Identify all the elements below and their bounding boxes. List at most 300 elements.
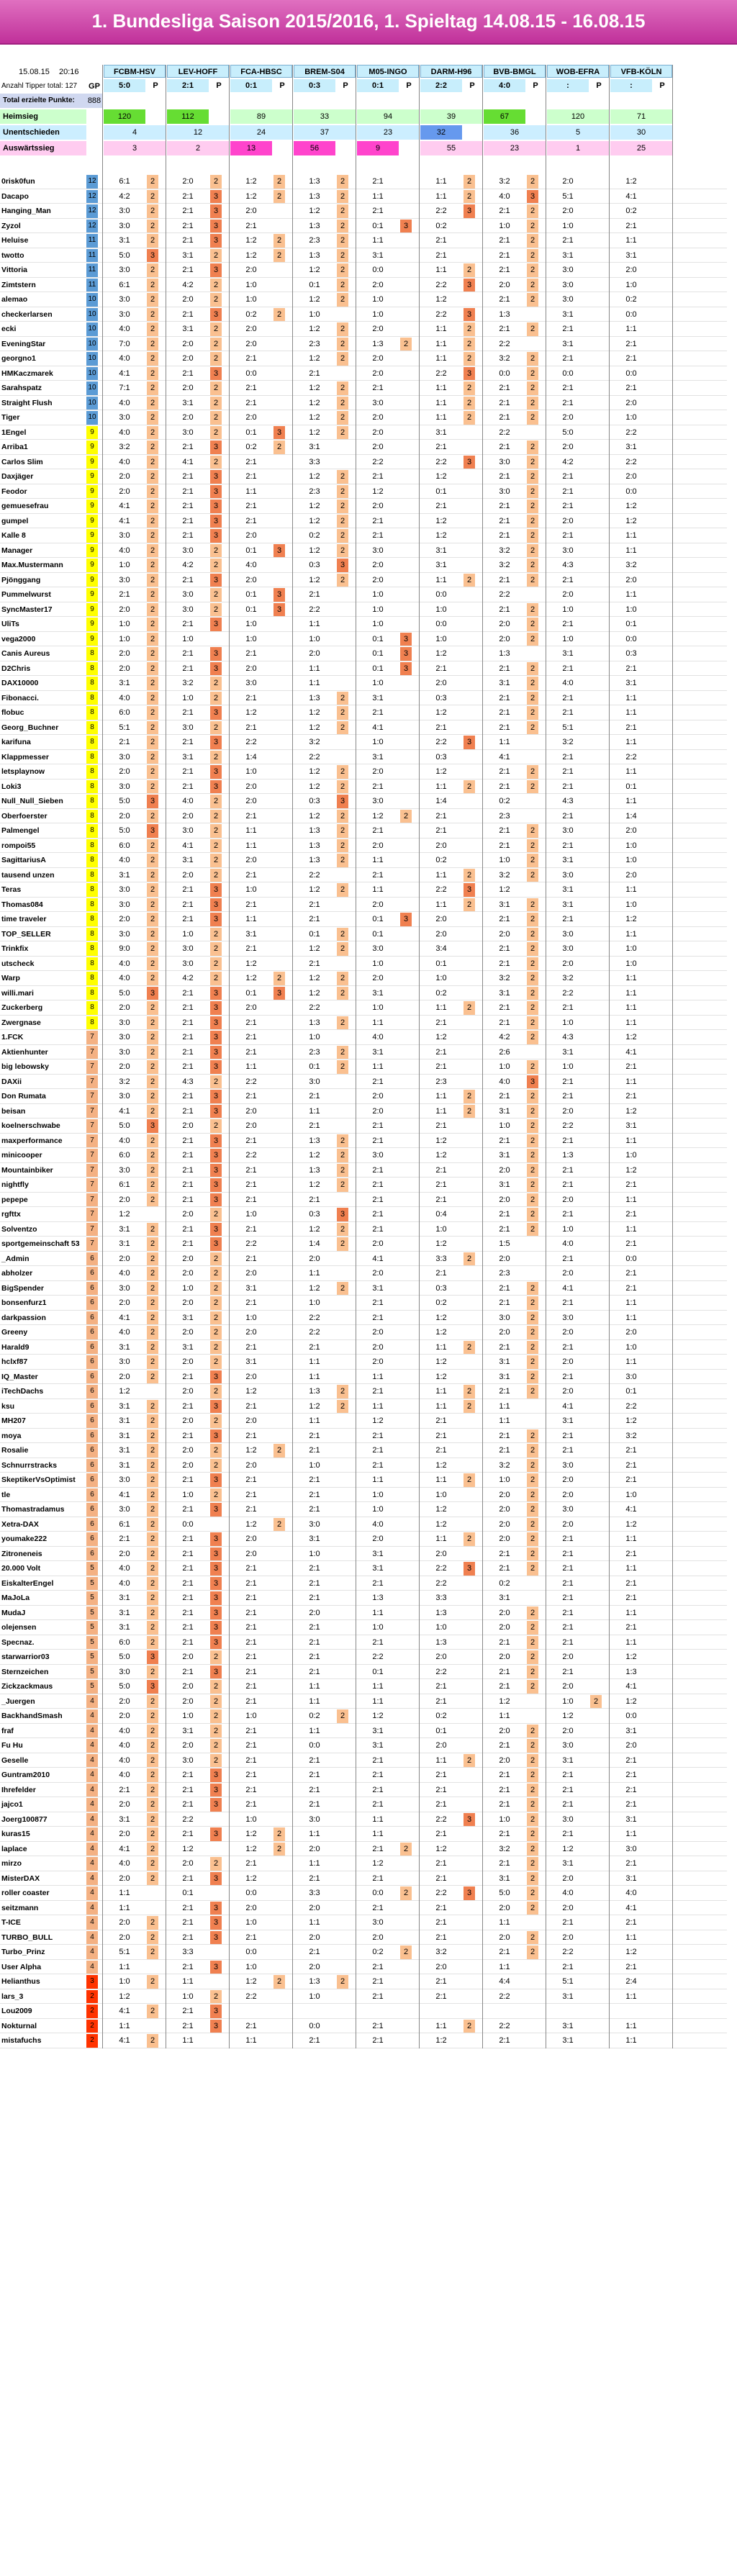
tip-points: 2 <box>527 1606 538 1620</box>
tip-points: 3 <box>210 204 222 218</box>
tip-points: 3 <box>210 883 222 897</box>
tip-points: 2 <box>147 588 158 602</box>
player-name: tausend unzen <box>1 870 55 880</box>
tip-value: 3:1 <box>625 443 637 451</box>
tip-value: 2:2 <box>309 870 320 880</box>
tip-value: 1:0 <box>309 1549 320 1558</box>
tip-points: 2 <box>337 1060 348 1074</box>
tip-value: 2:1 <box>309 1505 320 1514</box>
tip-value: 3:1 <box>499 1594 510 1602</box>
tip-value: 2:2 <box>435 1667 447 1676</box>
tip-value: 2:2 <box>625 1401 637 1411</box>
tip-value: 3:2 <box>499 546 510 555</box>
tip-value: 4:2 <box>119 191 130 201</box>
player-name: maxperformance <box>1 1136 63 1145</box>
summary-label: Auswärtssieg <box>0 141 86 155</box>
tip-value: 9:0 <box>119 944 130 953</box>
tip-points: 2 <box>147 1754 158 1768</box>
player-name: Georg_Buchner <box>1 723 59 732</box>
tip-value: 2:0 <box>245 1121 257 1130</box>
tip-value: 2:1 <box>625 354 637 363</box>
tip-value: 3:3 <box>182 1948 194 1956</box>
tip-points: 2 <box>210 426 222 440</box>
tip-points: 2 <box>527 780 538 794</box>
match-result: : <box>610 79 652 92</box>
tip-points: 2 <box>147 765 158 779</box>
tip-value: 3:1 <box>182 1313 194 1322</box>
tip-value: 2:1 <box>499 1092 510 1101</box>
tip-points: 3 <box>210 736 222 749</box>
tip-value: 4:0 <box>119 354 130 363</box>
tip-value: 3:1 <box>119 1239 130 1248</box>
tip-points: 2 <box>337 204 348 218</box>
tip-value: 3:1 <box>562 649 574 658</box>
tip-value: 1:1 <box>625 546 637 555</box>
tip-value: 1:2 <box>435 1136 447 1145</box>
tip-value: 2:0 <box>182 1460 194 1470</box>
tip-value: 1:1 <box>435 900 447 909</box>
tip-points: 2 <box>147 1149 158 1162</box>
tip-points: 2 <box>527 440 538 454</box>
tip-value: 2:0 <box>372 1092 384 1101</box>
tip-value: 2:1 <box>245 649 257 658</box>
tip-value: 2:1 <box>309 590 320 599</box>
tip-value: 3:1 <box>562 856 574 864</box>
tip-value: 0:0 <box>625 1254 637 1263</box>
tip-value: 1:2 <box>625 1165 637 1175</box>
player-name: 1.FCK <box>1 1033 24 1041</box>
tip-value: 3:0 <box>119 900 130 909</box>
tip-value: 0:0 <box>182 1519 194 1529</box>
tip-value: 2:1 <box>625 664 637 673</box>
tip-value: 1:0 <box>625 1342 637 1352</box>
player-points: 6 <box>86 1532 98 1546</box>
tip-value: 2:0 <box>562 1933 574 1942</box>
tip-points: 2 <box>464 1001 475 1015</box>
tip-value: 2:0 <box>562 1653 574 1661</box>
tip-points: 3 <box>210 529 222 543</box>
tip-value: 1:1 <box>309 1682 320 1691</box>
tip-value: 2:1 <box>245 1342 257 1352</box>
tip-value: 3:0 <box>499 1313 510 1322</box>
player-name: MisterDAX <box>1 1874 40 1883</box>
tip-value: 0:2 <box>499 797 510 805</box>
tip-value: 2:1 <box>625 1623 637 1632</box>
tip-value: 2:1 <box>182 1003 194 1012</box>
tip-value: 0:1 <box>372 1667 384 1676</box>
tip-points: 3 <box>210 1223 222 1237</box>
tip-value: 0:2 <box>625 295 637 304</box>
tip-value: 2:1 <box>182 1578 194 1588</box>
tip-value: 4:1 <box>182 841 194 850</box>
tip-value: 2:0 <box>119 1830 130 1838</box>
player-name: Specnaz. <box>1 1637 35 1647</box>
tip-value: 1:1 <box>625 1003 637 1012</box>
summary-gp <box>86 109 102 124</box>
tip-value: 2:0 <box>182 1653 194 1661</box>
tip-value: 4:1 <box>119 1490 130 1499</box>
tip-points: 2 <box>210 677 222 690</box>
tip-value: 2:0 <box>499 1165 510 1175</box>
tip-value: 2:0 <box>562 959 574 968</box>
points-header: P <box>216 81 222 90</box>
player-name: Zitroneneis <box>1 1549 42 1558</box>
tip-value: 1:0 <box>182 693 194 702</box>
tip-points: 2 <box>147 544 158 558</box>
tip-value: 2:1 <box>309 1637 320 1647</box>
tip-points: 3 <box>210 765 222 779</box>
tip-value: 3:1 <box>372 1047 384 1057</box>
player-name: abholzer <box>1 1269 33 1278</box>
tip-value: 1:1 <box>309 1357 320 1366</box>
tip-value: 1:1 <box>245 2036 257 2045</box>
tip-value: 1:1 <box>372 1682 384 1691</box>
tip-points: 2 <box>527 1149 538 1162</box>
player-name: Zyzol <box>1 221 21 230</box>
player-points: 12 <box>86 190 98 204</box>
player-points: 11 <box>86 263 98 277</box>
tip-value: 1:0 <box>562 634 574 643</box>
tip-value: 1:0 <box>372 1490 384 1499</box>
tip-points: 3 <box>210 706 222 720</box>
tip-points: 2 <box>527 397 538 410</box>
tip-value: 3:0 <box>372 1918 384 1927</box>
tip-points: 2 <box>337 249 348 263</box>
tip-value: 1:2 <box>245 1874 257 1883</box>
tip-value: 3:0 <box>309 1077 320 1086</box>
tip-value: 2:1 <box>182 369 194 378</box>
player-name: bonsenfurz1 <box>1 1298 47 1307</box>
tip-value: 2:1 <box>309 369 320 378</box>
tip-value: 4:0 <box>182 797 194 805</box>
tip-value: 2:0 <box>119 1696 130 1706</box>
tip-value: 3:0 <box>562 266 574 274</box>
tip-value: 2:1 <box>245 1637 257 1647</box>
player-name: DAX10000 <box>1 679 39 687</box>
tip-value: 0:0 <box>435 620 447 628</box>
tip-points: 2 <box>273 190 285 204</box>
tip-value: 2:1 <box>309 1195 320 1204</box>
tip-value: 0:1 <box>435 487 447 496</box>
tip-value: 3:0 <box>309 1815 320 1824</box>
tip-value: 2:0 <box>182 1682 194 1691</box>
tip-value: 2:1 <box>562 1342 574 1352</box>
player-points: 7 <box>86 1046 98 1059</box>
tip-value: 2:1 <box>499 250 510 260</box>
summary-gp: 888 <box>86 94 102 108</box>
tip-value: 2:1 <box>245 693 257 702</box>
tip-value: 2:0 <box>499 1933 510 1942</box>
tip-value: 1:2 <box>309 708 320 717</box>
tip-value: 2:1 <box>499 575 510 584</box>
tip-value: 2:2 <box>562 1948 574 1956</box>
player-points: 6 <box>86 1311 98 1325</box>
player-name: laplace <box>1 1844 27 1853</box>
summary-value: 1 <box>547 141 609 155</box>
tip-value: 0:0 <box>245 1948 257 1956</box>
tip-value: 3:1 <box>499 988 510 998</box>
tip-value: 4:3 <box>562 797 574 805</box>
tip-value: 1:0 <box>625 900 637 909</box>
tip-value: 2:2 <box>309 1313 320 1322</box>
player-name: Geselle <box>1 1755 29 1765</box>
tip-points: 2 <box>337 706 348 720</box>
tip-value: 2:0 <box>435 841 447 850</box>
tip-value: 2:1 <box>245 1165 257 1175</box>
tip-value: 2:1 <box>562 1180 574 1189</box>
tip-value: 2:1 <box>625 1785 637 1794</box>
tip-points: 3 <box>210 1473 222 1487</box>
tip-value: 2:1 <box>182 1431 194 1440</box>
player-points: 7 <box>86 1149 98 1162</box>
player-points: 9 <box>86 574 98 587</box>
tip-value: 0:3 <box>309 561 320 569</box>
summary-value: 120 <box>104 109 145 124</box>
tip-points: 3 <box>210 367 222 381</box>
tip-value: 2:0 <box>435 1962 447 1971</box>
tip-points: 3 <box>210 1562 222 1576</box>
tip-points: 2 <box>147 1975 158 1989</box>
tip-points: 2 <box>147 721 158 735</box>
tip-value: 1:2 <box>309 1180 320 1189</box>
tip-points: 2 <box>464 1473 475 1487</box>
tip-value: 2:1 <box>182 1800 194 1809</box>
tip-value: 2:1 <box>562 782 574 791</box>
tip-value: 2:0 <box>372 900 384 909</box>
tip-value: 2:0 <box>372 767 384 776</box>
tip-value: 4:1 <box>372 1254 384 1263</box>
tip-points: 2 <box>527 1060 538 1074</box>
tip-value: 2:0 <box>182 1696 194 1706</box>
tip-points: 2 <box>527 485 538 499</box>
tip-points: 2 <box>464 190 475 204</box>
tip-points: 3 <box>147 824 158 838</box>
tip-value: 3:2 <box>499 1844 510 1853</box>
tip-value: 1:1 <box>309 664 320 673</box>
tip-value: 1:0 <box>435 605 447 614</box>
tip-points: 2 <box>147 234 158 248</box>
tip-value: 2:1 <box>625 1859 637 1868</box>
tip-value: 2:1 <box>562 1549 574 1558</box>
tip-value: 1:2 <box>245 250 257 260</box>
tip-points: 3 <box>210 1237 222 1251</box>
tip-value: 2:1 <box>562 325 574 333</box>
tip-value: 2:1 <box>435 1165 447 1175</box>
tip-points: 2 <box>147 677 158 690</box>
summary-gp <box>86 141 102 155</box>
tip-value: 0:1 <box>245 605 257 614</box>
player-name: utscheck <box>1 959 35 968</box>
tip-value: 2:1 <box>372 1121 384 1130</box>
tip-value: 0:1 <box>245 590 257 599</box>
tip-value: 2:1 <box>182 664 194 673</box>
tip-value: 2:0 <box>245 664 257 673</box>
tip-points: 2 <box>147 1060 158 1074</box>
tip-value: 2:1 <box>499 266 510 274</box>
tip-value: 2:1 <box>562 1564 574 1573</box>
tip-value: 0:1 <box>372 634 384 643</box>
tip-value: 2:1 <box>309 1755 320 1765</box>
tip-value: 6:1 <box>119 1519 130 1529</box>
tip-value: 2:0 <box>499 1903 510 1912</box>
tip-value: 5:0 <box>119 826 130 835</box>
tip-value: 2:1 <box>182 1180 194 1189</box>
tip-points: 2 <box>464 381 475 395</box>
tip-value: 4:1 <box>499 752 510 761</box>
tip-points: 2 <box>147 839 158 853</box>
tip-value: 1:1 <box>372 856 384 864</box>
tip-value: 1:3 <box>309 1018 320 1027</box>
tip-points: 2 <box>337 381 348 395</box>
tip-points: 2 <box>527 1768 538 1782</box>
player-name: SkeptikerVsOptimist <box>1 1475 76 1484</box>
tip-value: 1:2 <box>562 1712 574 1720</box>
player-name: HMKaczmarek <box>1 369 53 378</box>
tip-value: 1:1 <box>309 679 320 687</box>
tip-value: 2:0 <box>372 1342 384 1352</box>
tip-value: 2:1 <box>435 811 447 821</box>
tip-points: 2 <box>337 824 348 838</box>
tip-points: 2 <box>147 485 158 499</box>
player-name: willi.mari <box>1 988 34 998</box>
tip-value: 2:1 <box>182 782 194 791</box>
tip-points: 3 <box>210 190 222 204</box>
tip-points: 3 <box>210 308 222 322</box>
tip-points: 3 <box>273 987 285 1000</box>
tip-value: 2:1 <box>435 1800 447 1809</box>
tip-value: 1:1 <box>435 870 447 880</box>
tip-value: 3:1 <box>625 679 637 687</box>
player-name: time traveler <box>1 915 47 923</box>
tip-value: 2:1 <box>309 2036 320 2045</box>
tip-value: 4:0 <box>119 693 130 702</box>
tip-points: 2 <box>210 1355 222 1369</box>
tip-value: 2:1 <box>245 1431 257 1440</box>
tip-points: 2 <box>210 854 222 867</box>
tip-value: 2:0 <box>562 443 574 451</box>
tip-value: 3:0 <box>562 1741 574 1750</box>
tip-value: 5:1 <box>562 191 574 201</box>
tip-value: 2:1 <box>562 1136 574 1145</box>
summary-value: 55 <box>420 141 482 155</box>
tip-points: 2 <box>527 1739 538 1753</box>
tip-points: 3 <box>210 2020 222 2033</box>
match-result: : <box>547 79 589 92</box>
tip-points: 2 <box>464 869 475 882</box>
tip-points: 2 <box>337 692 348 705</box>
tip-value: 2:1 <box>372 1165 384 1175</box>
tip-points: 2 <box>527 942 538 956</box>
tip-value: 2:1 <box>435 502 447 510</box>
tip-value: 4:0 <box>119 1564 130 1573</box>
tip-points: 2 <box>527 1223 538 1237</box>
summary-value: 71 <box>610 109 672 124</box>
tip-value: 4:2 <box>182 561 194 569</box>
tip-value: 2:0 <box>245 782 257 791</box>
tip-value: 2:2 <box>309 605 320 614</box>
tip-value: 2:1 <box>625 1771 637 1779</box>
player-points: 9 <box>86 588 98 602</box>
tip-points: 2 <box>147 1444 158 1458</box>
summary-value: 67 <box>484 109 525 124</box>
player-name: Fibonacci. <box>1 693 39 702</box>
tip-value: 2:1 <box>372 1077 384 1086</box>
tip-value: 1:2 <box>625 177 637 186</box>
tip-value: 1:1 <box>119 1889 130 1897</box>
tip-points: 2 <box>337 397 348 410</box>
player-name: Straight Flush <box>1 398 53 407</box>
tip-points: 2 <box>273 1843 285 1856</box>
player-points: 9 <box>86 529 98 543</box>
tip-points: 3 <box>210 1577 222 1591</box>
tip-points: 2 <box>147 440 158 454</box>
player-points: 5 <box>86 1577 98 1591</box>
player-name: Oberfoerster <box>1 811 48 821</box>
player-name: Daxjäger <box>1 472 34 481</box>
tip-value: 1:2 <box>625 1106 637 1116</box>
player-points: 6 <box>86 1547 98 1561</box>
tip-value: 2:1 <box>372 1180 384 1189</box>
tip-value: 2:1 <box>499 767 510 776</box>
player-points: 11 <box>86 234 98 248</box>
tip-value: 2:0 <box>245 575 257 584</box>
player-name: Manager <box>1 546 33 555</box>
tip-points: 3 <box>210 1931 222 1945</box>
tip-points: 2 <box>527 234 538 248</box>
player-name: Dacapo <box>1 191 29 201</box>
tip-value: 2:0 <box>435 1741 447 1750</box>
tip-value: 2:0 <box>182 1121 194 1130</box>
tip-value: 1:1 <box>372 1475 384 1484</box>
tip-value: 1:0 <box>499 1475 510 1484</box>
tip-value: 2:0 <box>372 841 384 850</box>
tip-value: 2:1 <box>562 1830 574 1838</box>
tip-value: 2:0 <box>182 1446 194 1455</box>
tip-points: 2 <box>337 1400 348 1414</box>
tip-value: 1:0 <box>625 1490 637 1499</box>
tip-value: 2:0 <box>499 1195 510 1204</box>
tip-value: 0:0 <box>499 369 510 378</box>
tip-points: 2 <box>147 603 158 617</box>
tip-value: 1:0 <box>435 634 447 643</box>
tip-points: 2 <box>337 1237 348 1251</box>
player-points: 8 <box>86 1001 98 1015</box>
tip-points: 2 <box>464 397 475 410</box>
tip-value: 0:1 <box>372 221 384 230</box>
tip-points: 3 <box>210 220 222 233</box>
tip-points: 2 <box>210 293 222 307</box>
player-points: 9 <box>86 500 98 513</box>
tip-value: 2:0 <box>245 797 257 805</box>
player-points: 2 <box>86 1990 98 2004</box>
tip-value: 2:1 <box>499 1859 510 1868</box>
tip-value: 2:3 <box>499 1269 510 1278</box>
tip-value: 1:1 <box>625 1136 637 1145</box>
tip-value: 2:1 <box>245 1682 257 1691</box>
tip-points: 3 <box>527 190 538 204</box>
tip-points: 2 <box>210 1075 222 1089</box>
tip-value: 2:1 <box>245 1755 257 1765</box>
tip-value: 2:1 <box>562 1092 574 1101</box>
tip-value: 3:2 <box>435 1948 447 1956</box>
player-name: kuras15 <box>1 1830 30 1838</box>
tip-value: 3:0 <box>182 826 194 835</box>
tip-value: 5:0 <box>499 1889 510 1897</box>
player-name: Mountainbiker <box>1 1165 53 1175</box>
tip-value: 4:2 <box>562 457 574 466</box>
tip-value: 2:1 <box>245 516 257 525</box>
player-points: 4 <box>86 1857 98 1871</box>
